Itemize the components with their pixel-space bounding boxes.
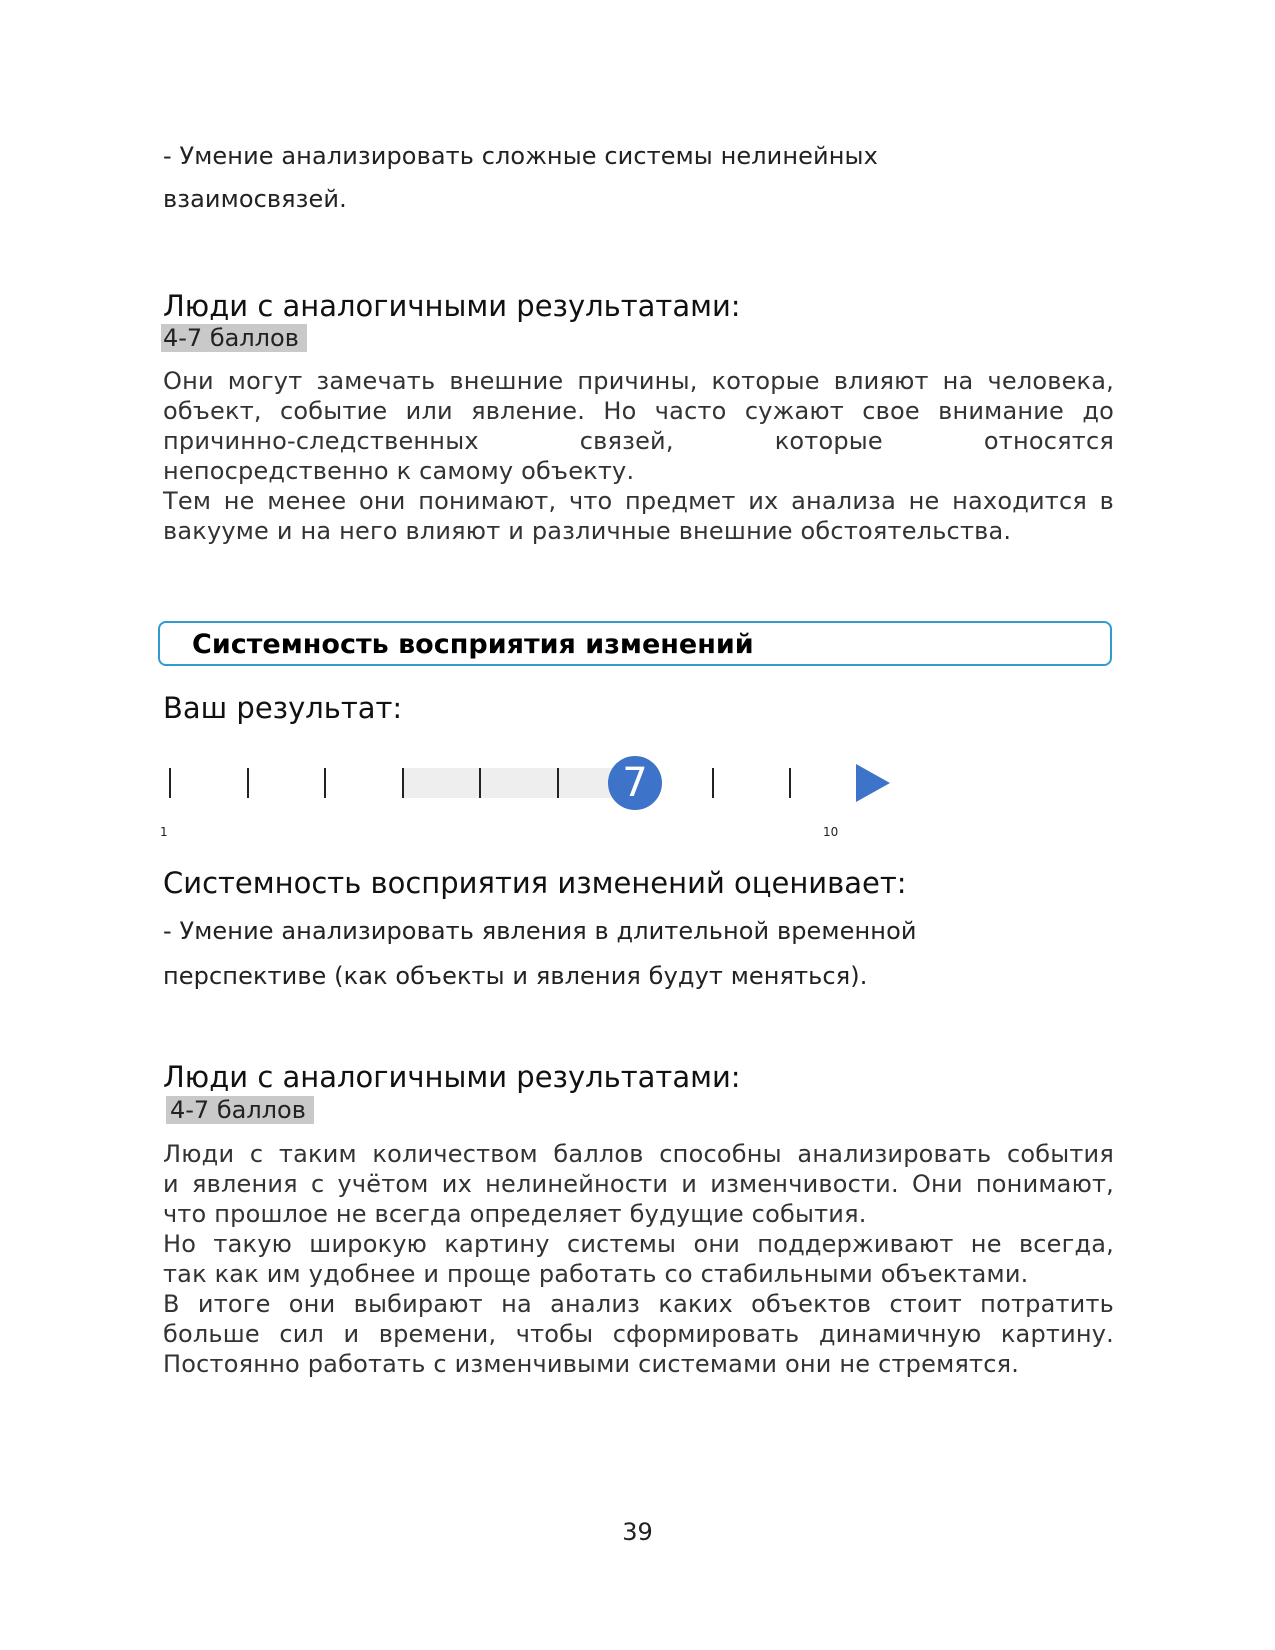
skill-line: взаимосвязей. bbox=[163, 185, 347, 213]
score-range-badge: 4-7 баллов bbox=[161, 324, 307, 352]
section-title: Системность восприятия изменений bbox=[192, 629, 754, 660]
scale-tick bbox=[712, 768, 714, 798]
description-line: что прошлое не всегда определяет будущие события. bbox=[163, 1200, 867, 1228]
scale-arrow-icon bbox=[856, 764, 890, 802]
skill-line: перспективе (как объекты и явления будут меняться). bbox=[163, 962, 868, 990]
scale-tick bbox=[324, 768, 326, 798]
scale-tick bbox=[479, 768, 481, 798]
scale-tick bbox=[402, 768, 404, 798]
description-line: больше сил и времени, чтобы сформировать динамичную картину. bbox=[163, 1320, 1114, 1348]
score-scale bbox=[160, 748, 920, 840]
skill-line: - Умение анализировать явления в длительной временной bbox=[163, 917, 917, 945]
scale-tick bbox=[169, 768, 171, 798]
description-line: вакууме и на него влияют и различные внешние обстоятельства. bbox=[163, 517, 1012, 545]
score-highlight-band bbox=[403, 768, 636, 798]
description-line: причинно-следственных связей, которые относятся bbox=[163, 427, 1114, 455]
score-marker: 7 bbox=[608, 756, 662, 810]
description-line: Но такую широкую картину системы они поддерживают не всегда, bbox=[163, 1230, 1114, 1258]
description-line: Тем не менее они понимают, что предмет их анализа не находится в bbox=[163, 487, 1114, 515]
scale-tick bbox=[789, 768, 791, 798]
description-line: Люди с таким количеством баллов способны анализировать события bbox=[163, 1140, 1114, 1168]
description-line: Постоянно работать с изменчивыми системами они не стремятся. bbox=[163, 1350, 1020, 1378]
evaluates-heading: Системность восприятия изменений оценивает: bbox=[163, 866, 907, 900]
description-paragraph bbox=[163, 1139, 1114, 1379]
description-line: Они могут замечать внешние причины, которые влияют на человека, bbox=[163, 367, 1114, 395]
description-line: так как им удобнее и проще работать со стабильными объектами. bbox=[163, 1260, 1029, 1288]
description-line: и явления с учётом их нелинейности и изменчивости. Они понимают, bbox=[163, 1170, 1114, 1198]
scale-max-label: 10 bbox=[823, 825, 839, 839]
description-line: непосредственно к самому объекту. bbox=[163, 457, 635, 485]
scale-tick bbox=[557, 768, 559, 798]
page-number: 39 bbox=[622, 1518, 653, 1546]
score-range-badge: 4-7 баллов bbox=[166, 1096, 314, 1124]
description-paragraph bbox=[163, 366, 1114, 546]
section-title-box bbox=[158, 621, 1112, 666]
description-line: В итоге они выбирают на анализ каких объектов стоит потратить bbox=[163, 1290, 1114, 1318]
scale-min-label: 1 bbox=[160, 825, 168, 839]
similar-results-heading: Люди с аналогичными результатами: bbox=[163, 1060, 741, 1094]
your-result-heading: Ваш результат: bbox=[163, 691, 403, 725]
description-line: объект, событие или явление. Но часто сужают свое внимание до bbox=[163, 397, 1114, 425]
skill-line: - Умение анализировать сложные системы нелинейных bbox=[163, 142, 878, 170]
similar-results-heading: Люди с аналогичными результатами: bbox=[163, 289, 741, 323]
scale-tick bbox=[247, 768, 249, 798]
